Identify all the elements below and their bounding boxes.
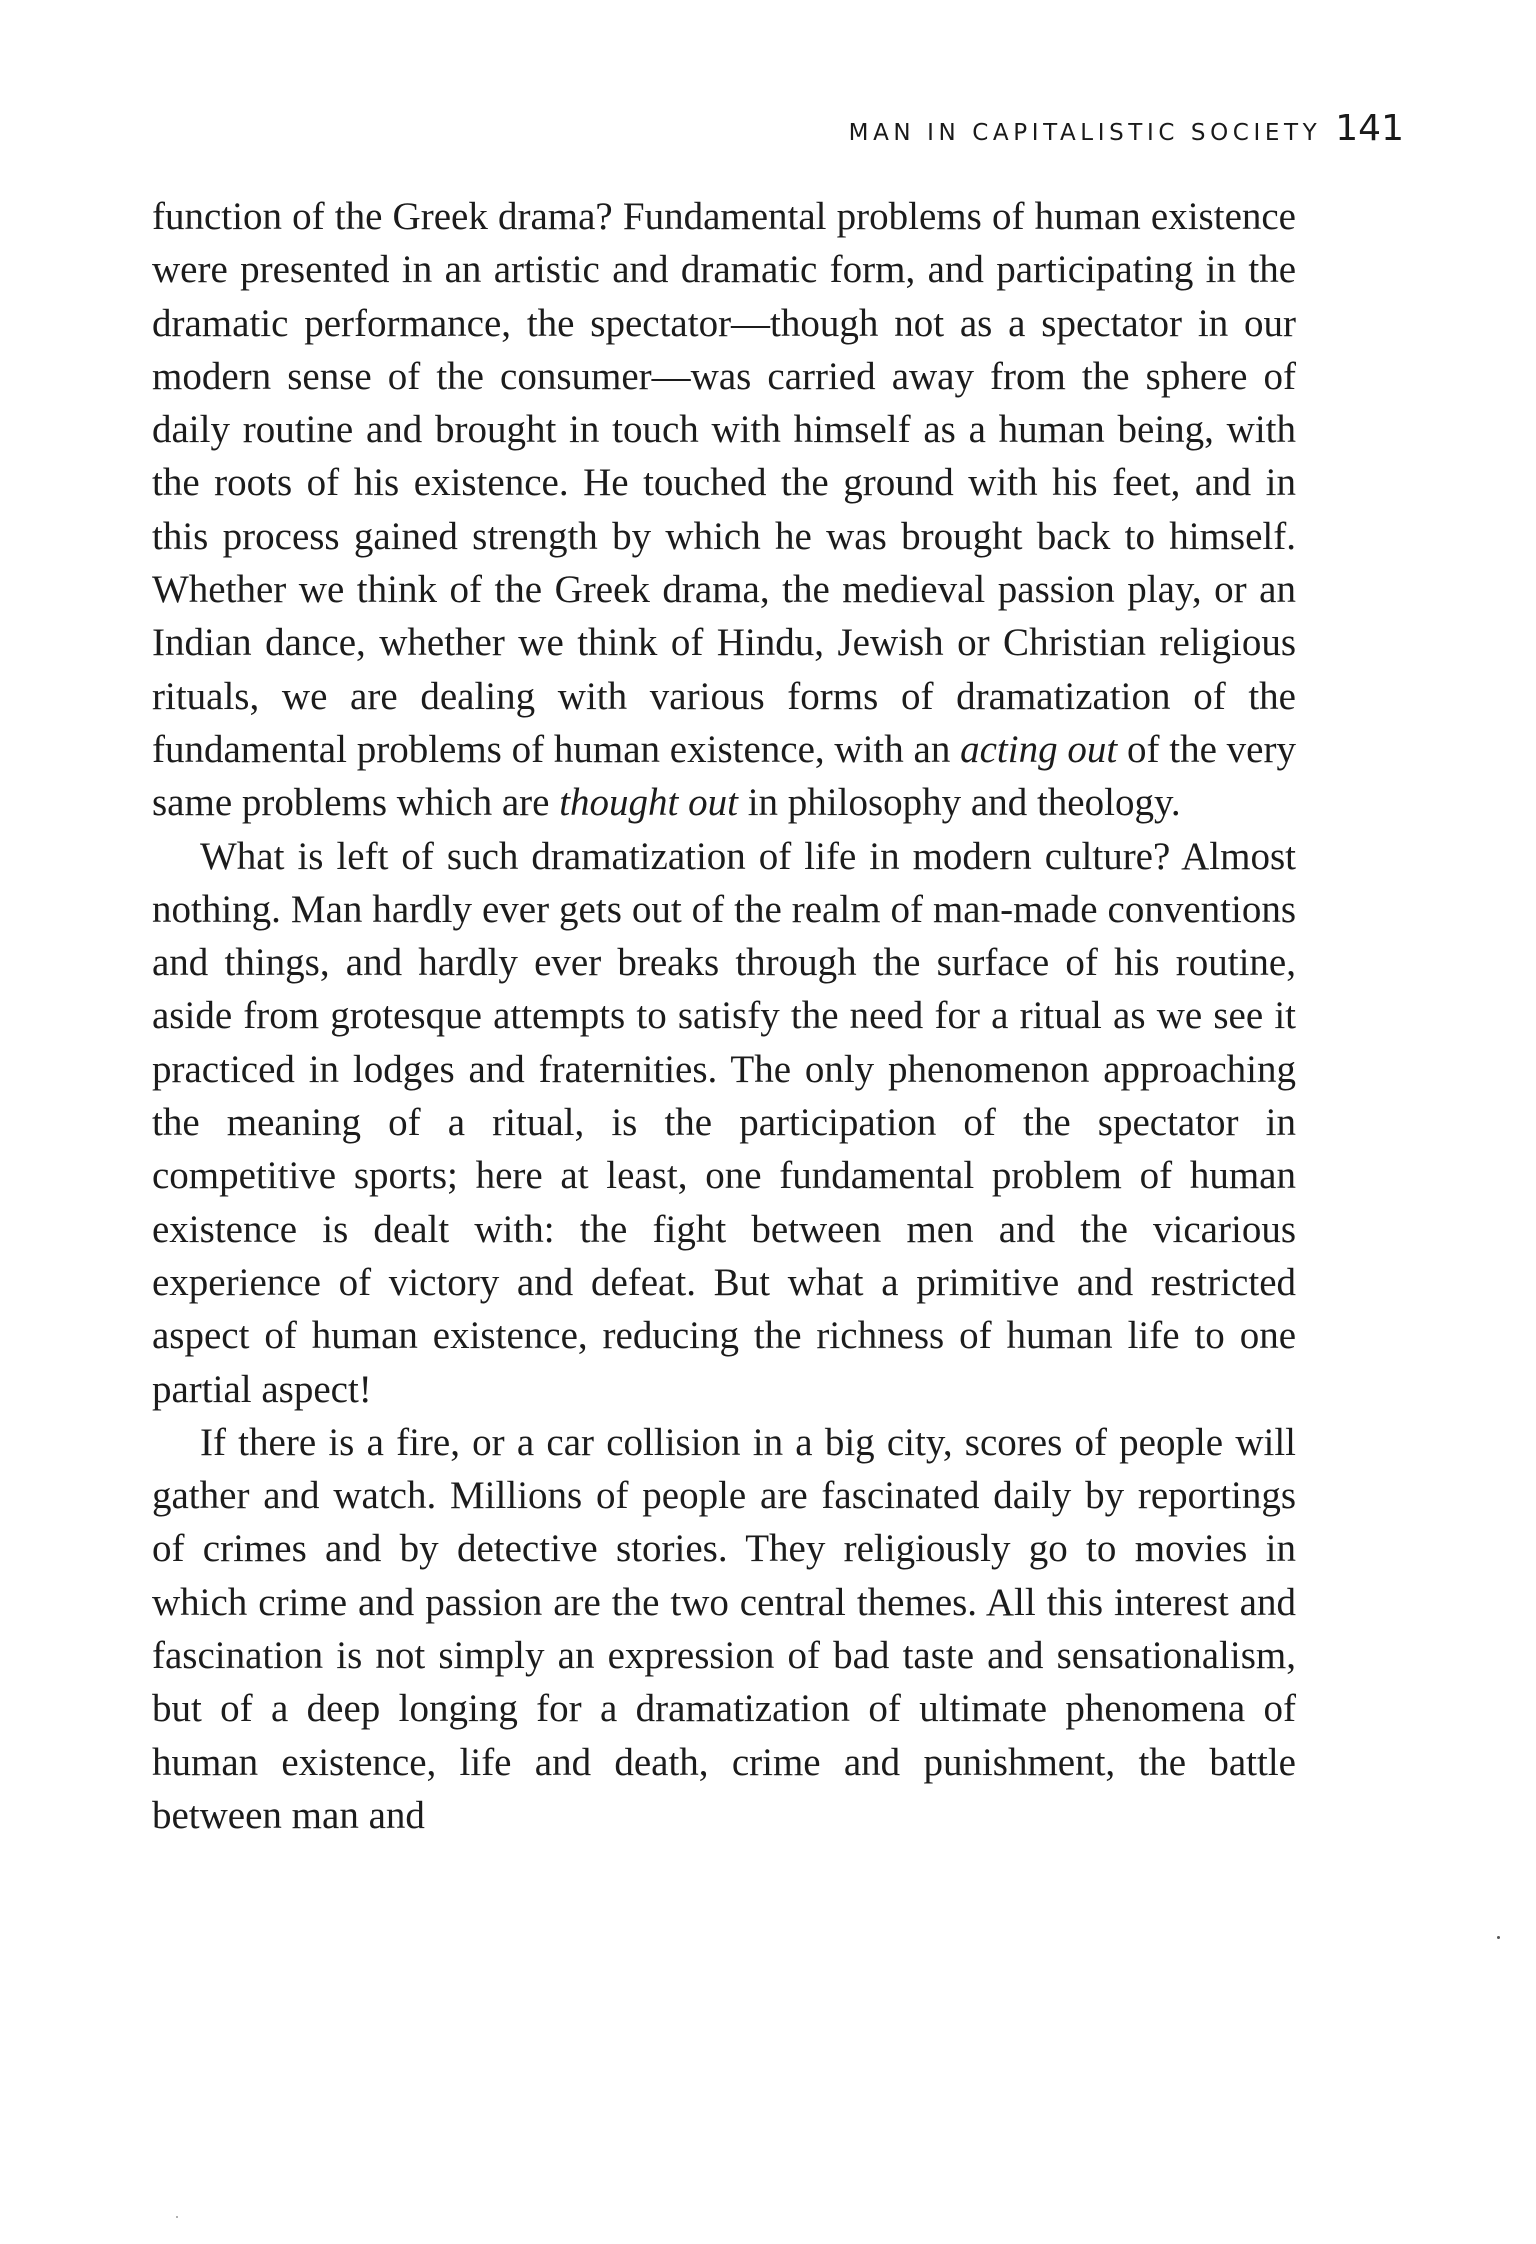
scan-speck xyxy=(1497,1936,1500,1939)
running-head xyxy=(152,108,1404,149)
paragraph-1 xyxy=(152,190,1296,830)
paragraph-1-text-c: in philosophy and theology. xyxy=(737,781,1181,825)
page-number: 141 xyxy=(1335,108,1404,149)
scan-speck xyxy=(176,2216,178,2218)
running-title: MAN IN CAPITALISTIC SOCIETY xyxy=(848,120,1322,146)
paragraph-2: What is left of such dramatization of life in modern culture? Almost nothing. Man hardly ever gets out of the realm of man-made conventions and things, and hardly ever breaks through the surface of his routine, aside from grotesque attempts to satisfy the need for a ritual as we see it practiced in lodges and fraternities. The only phenomenon approaching the meaning of a ritual, is the participation of the spectator in competitive sports; here at least, one fundamental problem of human existence is dealt with: the fight between men and the vicarious experience of victory and defeat. But what a primitive and restricted aspect of human existence, reducing the richness of human life to one partial aspect! xyxy=(152,834,1296,1411)
paragraph-1-text-b: of the very same problems which are xyxy=(152,727,1296,825)
body-text xyxy=(152,190,1296,1842)
paragraph-1-text-a: function of the Greek drama? Fundamental problems of human existence were presented in an artistic and dramatic form, and participating in the dramatic performance, the spectator—though not as a spectator in our modern sense of the consumer—was carried away from the sphere of daily routine and brought in touch with himself as a human being, with the roots of his existence. He touched the ground with his feet, and in this process gained strength by which he was brought back to himself. Whether we think of the Greek drama, the medieval passion play, or an Indian dance, whether we think of Hindu, Jewish or Christian religious rituals, we are dealing with various forms of dramatization of the fundamental problems of human existence, with an xyxy=(152,195,1296,771)
paragraph-3: If there is a fire, or a car collision in a big city, scores of people will gather and watch. Millions of people are fascinated daily by reportings of crimes and by detective stories. They religiously go to movies in which crime and passion are the two central themes. All this interest and fascination is not simply an expression of bad taste and sensationalism, but of a deep longing for a dramatization of ultimate phenomena of human existence, life and death, crime and punishment, the battle between man and xyxy=(152,1420,1296,1837)
emphasis-acting-out: acting out xyxy=(960,727,1118,771)
emphasis-thought-out: thought out xyxy=(559,781,738,825)
